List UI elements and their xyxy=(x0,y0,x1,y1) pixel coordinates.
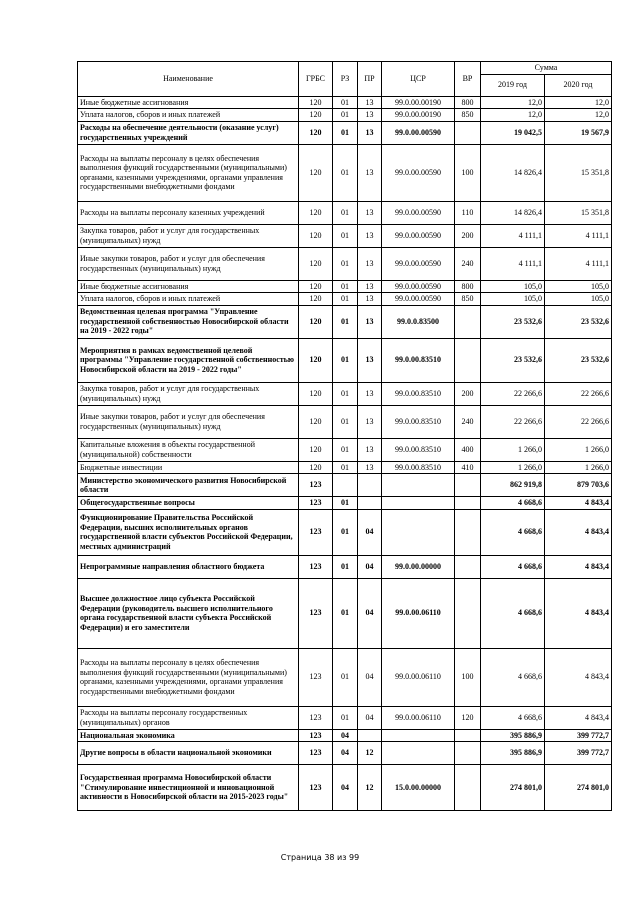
row-name: Непрограммные направления областного бюджета xyxy=(78,555,299,578)
table-row xyxy=(78,144,612,201)
row-sum-2019: 19 042,5 xyxy=(481,121,545,144)
row-sum-2019: 12,0 xyxy=(481,109,545,122)
page-number: Страница 38 из 99 xyxy=(280,853,360,862)
row-sum-2019: 1 266,0 xyxy=(481,438,545,461)
row-pr: 04 xyxy=(358,706,382,729)
row-sum-2020: 19 567,9 xyxy=(545,121,612,144)
row-sum-2019: 4 668,6 xyxy=(481,648,545,706)
row-pr xyxy=(358,474,382,497)
row-name: Расходы на выплаты персоналу государственных (муниципальных) органов xyxy=(78,706,299,729)
row-grbs: 123 xyxy=(299,729,333,742)
row-grbs: 120 xyxy=(299,280,333,293)
row-name: Функционирование Правительства Российской Федерации, высших исполнительных органов государственной власти субъектов Российской Федерации, местных администраций xyxy=(78,509,299,555)
row-name: Капитальные вложения в объекты государственной (муниципальной) собственности xyxy=(78,438,299,461)
row-csr: 99.0.00.00590 xyxy=(382,293,455,306)
table-row xyxy=(78,438,612,461)
row-sum-2019: 105,0 xyxy=(481,280,545,293)
row-pr: 13 xyxy=(358,438,382,461)
row-name: Уплата налогов, сборов и иных платежей xyxy=(78,109,299,122)
row-rz: 01 xyxy=(333,338,358,382)
row-csr: 99.0.00.00590 xyxy=(382,201,455,224)
row-rz: 01 xyxy=(333,578,358,648)
row-vr: 110 xyxy=(455,201,481,224)
row-pr: 04 xyxy=(358,509,382,555)
row-sum-2020: 4 843,4 xyxy=(545,578,612,648)
row-pr: 13 xyxy=(358,461,382,474)
row-pr: 12 xyxy=(358,742,382,765)
row-csr: 99.0.00.06110 xyxy=(382,706,455,729)
row-sum-2019: 22 266,6 xyxy=(481,382,545,405)
row-sum-2019: 4 668,6 xyxy=(481,555,545,578)
row-vr xyxy=(455,555,481,578)
row-name: Иные закупки товаров, работ и услуг для обеспечения государственных (муниципальных) нужд xyxy=(78,247,299,280)
row-csr xyxy=(382,509,455,555)
row-grbs: 123 xyxy=(299,742,333,765)
header-grbs: ГРБС xyxy=(299,62,333,97)
row-name: Другие вопросы в области национальной экономики xyxy=(78,742,299,765)
row-name: Закупка товаров, работ и услуг для государственных (муниципальных) нужд xyxy=(78,382,299,405)
row-grbs: 120 xyxy=(299,438,333,461)
row-sum-2020: 105,0 xyxy=(545,293,612,306)
row-sum-2020: 12,0 xyxy=(545,96,612,109)
row-vr: 100 xyxy=(455,648,481,706)
row-grbs: 120 xyxy=(299,382,333,405)
row-sum-2019: 4 668,6 xyxy=(481,706,545,729)
row-vr xyxy=(455,474,481,497)
row-name: Иные бюджетные ассигнования xyxy=(78,280,299,293)
row-sum-2020: 4 843,4 xyxy=(545,509,612,555)
row-sum-2020: 399 772,7 xyxy=(545,729,612,742)
row-vr: 240 xyxy=(455,247,481,280)
header-vr: ВР xyxy=(455,62,481,97)
row-grbs: 123 xyxy=(299,474,333,497)
row-csr: 99.0.00.00590 xyxy=(382,224,455,247)
row-rz: 01 xyxy=(333,144,358,201)
row-sum-2019: 395 886,9 xyxy=(481,742,545,765)
row-name: Общегосударственные вопросы xyxy=(78,497,299,510)
row-vr: 240 xyxy=(455,405,481,438)
header-sum: Сумма xyxy=(481,62,612,75)
row-sum-2020: 879 703,6 xyxy=(545,474,612,497)
row-grbs: 120 xyxy=(299,96,333,109)
row-pr: 13 xyxy=(358,405,382,438)
row-grbs: 123 xyxy=(299,706,333,729)
row-rz: 01 xyxy=(333,438,358,461)
table-row xyxy=(78,578,612,648)
row-rz: 01 xyxy=(333,280,358,293)
table-row xyxy=(78,461,612,474)
table-row xyxy=(78,497,612,510)
table-row xyxy=(78,555,612,578)
row-grbs: 120 xyxy=(299,293,333,306)
row-csr: 99.0.00.83510 xyxy=(382,461,455,474)
row-grbs: 120 xyxy=(299,305,333,338)
row-vr: 410 xyxy=(455,461,481,474)
row-pr: 13 xyxy=(358,293,382,306)
row-name: Расходы на обеспечение деятельности (оказание услуг) государственных учреждений xyxy=(78,121,299,144)
row-vr xyxy=(455,509,481,555)
header-pr: ПР xyxy=(358,62,382,97)
row-name: Национальная экономика xyxy=(78,729,299,742)
row-pr: 12 xyxy=(358,765,382,811)
table-body xyxy=(78,96,612,811)
row-vr xyxy=(455,305,481,338)
row-sum-2020: 4 843,4 xyxy=(545,497,612,510)
header-name: Наименование xyxy=(78,62,299,97)
row-pr: 13 xyxy=(358,247,382,280)
row-grbs: 123 xyxy=(299,509,333,555)
row-pr: 13 xyxy=(358,338,382,382)
row-pr: 13 xyxy=(358,305,382,338)
table-row xyxy=(78,405,612,438)
row-rz: 01 xyxy=(333,305,358,338)
row-csr: 99.0.0.83500 xyxy=(382,305,455,338)
row-csr: 15.0.00.00000 xyxy=(382,765,455,811)
row-csr: 99.0.00.06110 xyxy=(382,578,455,648)
row-vr: 120 xyxy=(455,706,481,729)
row-sum-2020: 12,0 xyxy=(545,109,612,122)
row-pr: 04 xyxy=(358,578,382,648)
row-vr: 800 xyxy=(455,96,481,109)
row-vr: 400 xyxy=(455,438,481,461)
table-row xyxy=(78,293,612,306)
table-row xyxy=(78,765,612,811)
row-sum-2019: 14 826,4 xyxy=(481,144,545,201)
row-rz: 01 xyxy=(333,96,358,109)
row-pr: 13 xyxy=(358,96,382,109)
row-csr xyxy=(382,474,455,497)
row-rz: 01 xyxy=(333,509,358,555)
row-pr: 13 xyxy=(358,144,382,201)
row-rz: 01 xyxy=(333,247,358,280)
row-vr: 200 xyxy=(455,382,481,405)
header-year-2020: 2020 год xyxy=(545,74,612,96)
table-row xyxy=(78,338,612,382)
row-vr: 800 xyxy=(455,280,481,293)
row-pr: 13 xyxy=(358,280,382,293)
row-csr: 99.0.00.00590 xyxy=(382,144,455,201)
row-grbs: 123 xyxy=(299,578,333,648)
row-sum-2019: 23 532,6 xyxy=(481,338,545,382)
row-sum-2019: 4 668,6 xyxy=(481,497,545,510)
row-rz: 01 xyxy=(333,648,358,706)
row-sum-2020: 22 266,6 xyxy=(545,382,612,405)
row-sum-2019: 1 266,0 xyxy=(481,461,545,474)
row-sum-2019: 4 668,6 xyxy=(481,578,545,648)
row-sum-2020: 399 772,7 xyxy=(545,742,612,765)
table-row xyxy=(78,706,612,729)
row-grbs: 123 xyxy=(299,555,333,578)
row-vr: 200 xyxy=(455,224,481,247)
row-name: Министерство экономического развития Новосибирской области xyxy=(78,474,299,497)
table-row xyxy=(78,742,612,765)
row-sum-2020: 274 801,0 xyxy=(545,765,612,811)
row-name: Расходы на выплаты персоналу в целях обеспечения выполнения функций государственными (муниципальными) органами, казенными учреждениями, органами управления государственными внебюджетными фондами xyxy=(78,648,299,706)
row-vr xyxy=(455,765,481,811)
row-csr: 99.0.00.83510 xyxy=(382,382,455,405)
row-grbs: 120 xyxy=(299,247,333,280)
row-grbs: 123 xyxy=(299,648,333,706)
header-rz: РЗ xyxy=(333,62,358,97)
row-rz: 04 xyxy=(333,765,358,811)
row-csr: 99.0.00.00590 xyxy=(382,247,455,280)
row-csr xyxy=(382,742,455,765)
table-row xyxy=(78,382,612,405)
table-row xyxy=(78,280,612,293)
row-pr xyxy=(358,497,382,510)
row-sum-2019: 12,0 xyxy=(481,96,545,109)
row-sum-2020: 4 111,1 xyxy=(545,247,612,280)
row-rz: 01 xyxy=(333,109,358,122)
row-rz: 01 xyxy=(333,382,358,405)
table-row xyxy=(78,201,612,224)
row-sum-2020: 15 351,8 xyxy=(545,201,612,224)
table-row xyxy=(78,474,612,497)
row-sum-2020: 23 532,6 xyxy=(545,305,612,338)
row-grbs: 123 xyxy=(299,497,333,510)
row-grbs: 120 xyxy=(299,461,333,474)
row-grbs: 120 xyxy=(299,121,333,144)
row-vr xyxy=(455,497,481,510)
row-sum-2019: 105,0 xyxy=(481,293,545,306)
row-csr xyxy=(382,729,455,742)
table-row xyxy=(78,648,612,706)
table-row xyxy=(78,247,612,280)
row-rz: 04 xyxy=(333,742,358,765)
row-name: Иные бюджетные ассигнования xyxy=(78,96,299,109)
row-sum-2019: 862 919,8 xyxy=(481,474,545,497)
row-rz: 01 xyxy=(333,224,358,247)
row-name: Расходы на выплаты персоналу казенных учреждений xyxy=(78,201,299,224)
row-csr: 99.0.00.83510 xyxy=(382,405,455,438)
row-grbs: 123 xyxy=(299,765,333,811)
row-sum-2020: 15 351,8 xyxy=(545,144,612,201)
row-sum-2019: 14 826,4 xyxy=(481,201,545,224)
row-vr xyxy=(455,578,481,648)
row-rz: 01 xyxy=(333,121,358,144)
row-sum-2019: 22 266,6 xyxy=(481,405,545,438)
row-vr xyxy=(455,729,481,742)
row-grbs: 120 xyxy=(299,144,333,201)
row-name: Государственная программа Новосибирской области "Стимулирование инвестиционной и инновационной активности в Новосибирской области на 2015-2023 годы" xyxy=(78,765,299,811)
header-csr: ЦСР xyxy=(382,62,455,97)
row-name: Закупка товаров, работ и услуг для государственных (муниципальных) нужд xyxy=(78,224,299,247)
row-sum-2020: 4 111,1 xyxy=(545,224,612,247)
row-csr: 99.0.00.00590 xyxy=(382,280,455,293)
header-year-2019: 2019 год xyxy=(481,74,545,96)
row-pr: 13 xyxy=(358,201,382,224)
row-rz: 01 xyxy=(333,497,358,510)
row-name: Бюджетные инвестиции xyxy=(78,461,299,474)
row-name: Высшее должностное лицо субъекта Российской Федерации (руководитель высшего исполнительного органа государственной власти субъекта Российской Федерации) и его заместители xyxy=(78,578,299,648)
row-sum-2020: 4 843,4 xyxy=(545,648,612,706)
row-pr: 04 xyxy=(358,555,382,578)
row-grbs: 120 xyxy=(299,109,333,122)
row-name: Уплата налогов, сборов и иных платежей xyxy=(78,293,299,306)
row-sum-2020: 1 266,0 xyxy=(545,461,612,474)
row-csr: 99.0.00.06110 xyxy=(382,648,455,706)
row-rz: 01 xyxy=(333,201,358,224)
row-sum-2020: 4 843,4 xyxy=(545,706,612,729)
row-vr xyxy=(455,742,481,765)
row-csr: 99.0.00.00190 xyxy=(382,96,455,109)
table-row xyxy=(78,121,612,144)
row-sum-2019: 274 801,0 xyxy=(481,765,545,811)
row-sum-2020: 1 266,0 xyxy=(545,438,612,461)
row-csr: 99.0.00.83510 xyxy=(382,338,455,382)
row-pr: 13 xyxy=(358,121,382,144)
row-pr: 13 xyxy=(358,109,382,122)
row-sum-2019: 4 111,1 xyxy=(481,224,545,247)
table-row xyxy=(78,96,612,109)
row-name: Ведомственная целевая программа "Управление государственной собственностью Новосибирской области на 2019 - 2022 годы" xyxy=(78,305,299,338)
row-sum-2019: 23 532,6 xyxy=(481,305,545,338)
table-row xyxy=(78,109,612,122)
row-sum-2020: 105,0 xyxy=(545,280,612,293)
table-row xyxy=(78,305,612,338)
row-rz: 01 xyxy=(333,293,358,306)
row-rz: 01 xyxy=(333,461,358,474)
table-row xyxy=(78,729,612,742)
table-row xyxy=(78,509,612,555)
row-rz: 01 xyxy=(333,405,358,438)
row-rz: 01 xyxy=(333,555,358,578)
row-name: Расходы на выплаты персоналу в целях обеспечения выполнения функций государственными (муниципальными) органами, казенными учреждениями, органами управления государственными внебюджетными фондами xyxy=(78,144,299,201)
row-vr: 850 xyxy=(455,293,481,306)
row-vr xyxy=(455,121,481,144)
row-grbs: 120 xyxy=(299,405,333,438)
row-sum-2019: 4 111,1 xyxy=(481,247,545,280)
row-csr xyxy=(382,497,455,510)
row-pr: 13 xyxy=(358,382,382,405)
row-csr: 99.0.00.00190 xyxy=(382,109,455,122)
row-csr: 99.0.00.83510 xyxy=(382,438,455,461)
row-rz: 01 xyxy=(333,706,358,729)
row-grbs: 120 xyxy=(299,338,333,382)
row-pr: 04 xyxy=(358,648,382,706)
row-csr: 99.0.00.00000 xyxy=(382,555,455,578)
row-pr xyxy=(358,729,382,742)
row-rz: 04 xyxy=(333,729,358,742)
row-sum-2019: 395 886,9 xyxy=(481,729,545,742)
row-grbs: 120 xyxy=(299,224,333,247)
row-pr: 13 xyxy=(358,224,382,247)
row-sum-2020: 22 266,6 xyxy=(545,405,612,438)
budget-table xyxy=(77,61,612,811)
row-rz xyxy=(333,474,358,497)
row-sum-2020: 4 843,4 xyxy=(545,555,612,578)
row-vr: 850 xyxy=(455,109,481,122)
row-sum-2019: 4 668,6 xyxy=(481,509,545,555)
row-name: Мероприятия в рамках ведомственной целевой программы "Управление государственной собственностью Новосибирской области на 2019 - 2022 годы" xyxy=(78,338,299,382)
row-name: Иные закупки товаров, работ и услуг для обеспечения государственных (муниципальных) нужд xyxy=(78,405,299,438)
row-vr xyxy=(455,338,481,382)
row-vr: 100 xyxy=(455,144,481,201)
table-row xyxy=(78,224,612,247)
row-grbs: 120 xyxy=(299,201,333,224)
row-csr: 99.0.00.00590 xyxy=(382,121,455,144)
row-sum-2020: 23 532,6 xyxy=(545,338,612,382)
